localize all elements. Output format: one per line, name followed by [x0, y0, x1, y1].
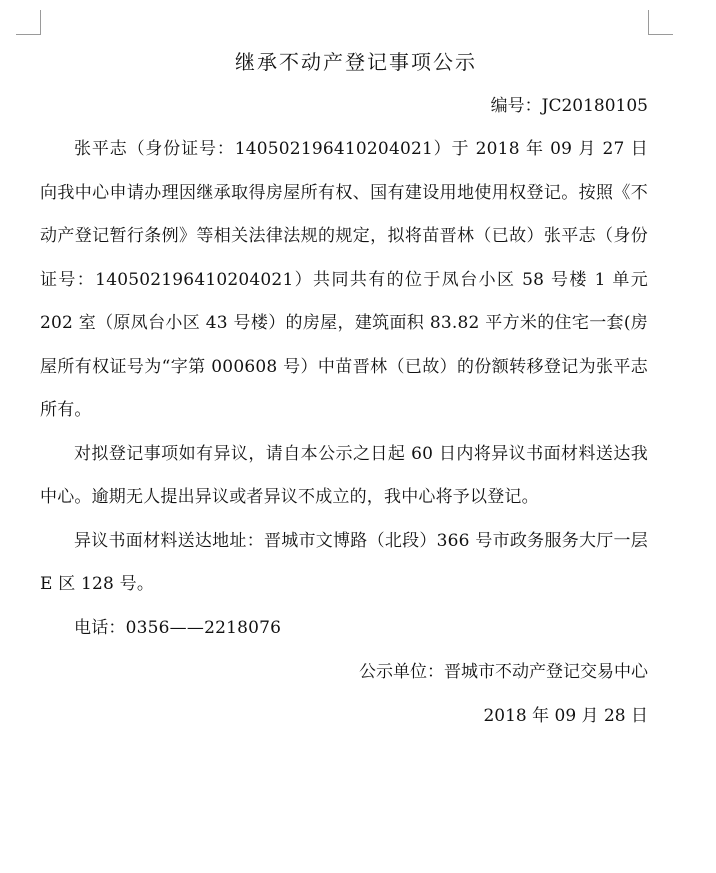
body-paragraph-application: 张平志（身份证号：140502196410204021）于 2018 年 09 月 27 日向我中心申请办理因继承取得房屋所有权、国有建设用地使用权登记。按照《不动产登记暂行条例》等相关法律法规的规定，拟将苗晋林（已故）张平志（身份证号：140502196410204021）共同共有的位于凤台小区 58 号楼 1 单元 202 室（原凤台小区 43 号楼）的房屋，建筑面积 83.82 平方米的住宅一套(房屋所有权证号为“字第 000608 号）中苗晋林（已故）的份额转移登记为张平志所有。 — [40, 139, 648, 420]
signature-date: 2018 年 09 月 28 日 — [483, 706, 648, 726]
body-paragraph-address: 异议书面材料送达地址：晋城市文博路（北段）366 号市政务服务大厅一层 E 区 128 号。 — [40, 530, 648, 594]
document-title: 继承不动产登记事项公示 — [235, 50, 477, 74]
signature-organization: 公示单位：晋城市不动产登记交易中心 — [359, 662, 648, 682]
crop-mark-top-right — [648, 10, 673, 35]
body-paragraph-objection: 对拟登记事项如有异议，请自本公示之日起 60 日内将异议书面材料送达我中心。逾期无人提出异议或者异议不成立的，我中心将予以登记。 — [40, 443, 648, 507]
crop-mark-top-left — [16, 10, 41, 35]
document-page — [40, 44, 648, 738]
document-number: 编号：JC20180105 — [490, 96, 648, 116]
body-paragraph-phone: 电话：0356——2218076 — [74, 617, 282, 638]
